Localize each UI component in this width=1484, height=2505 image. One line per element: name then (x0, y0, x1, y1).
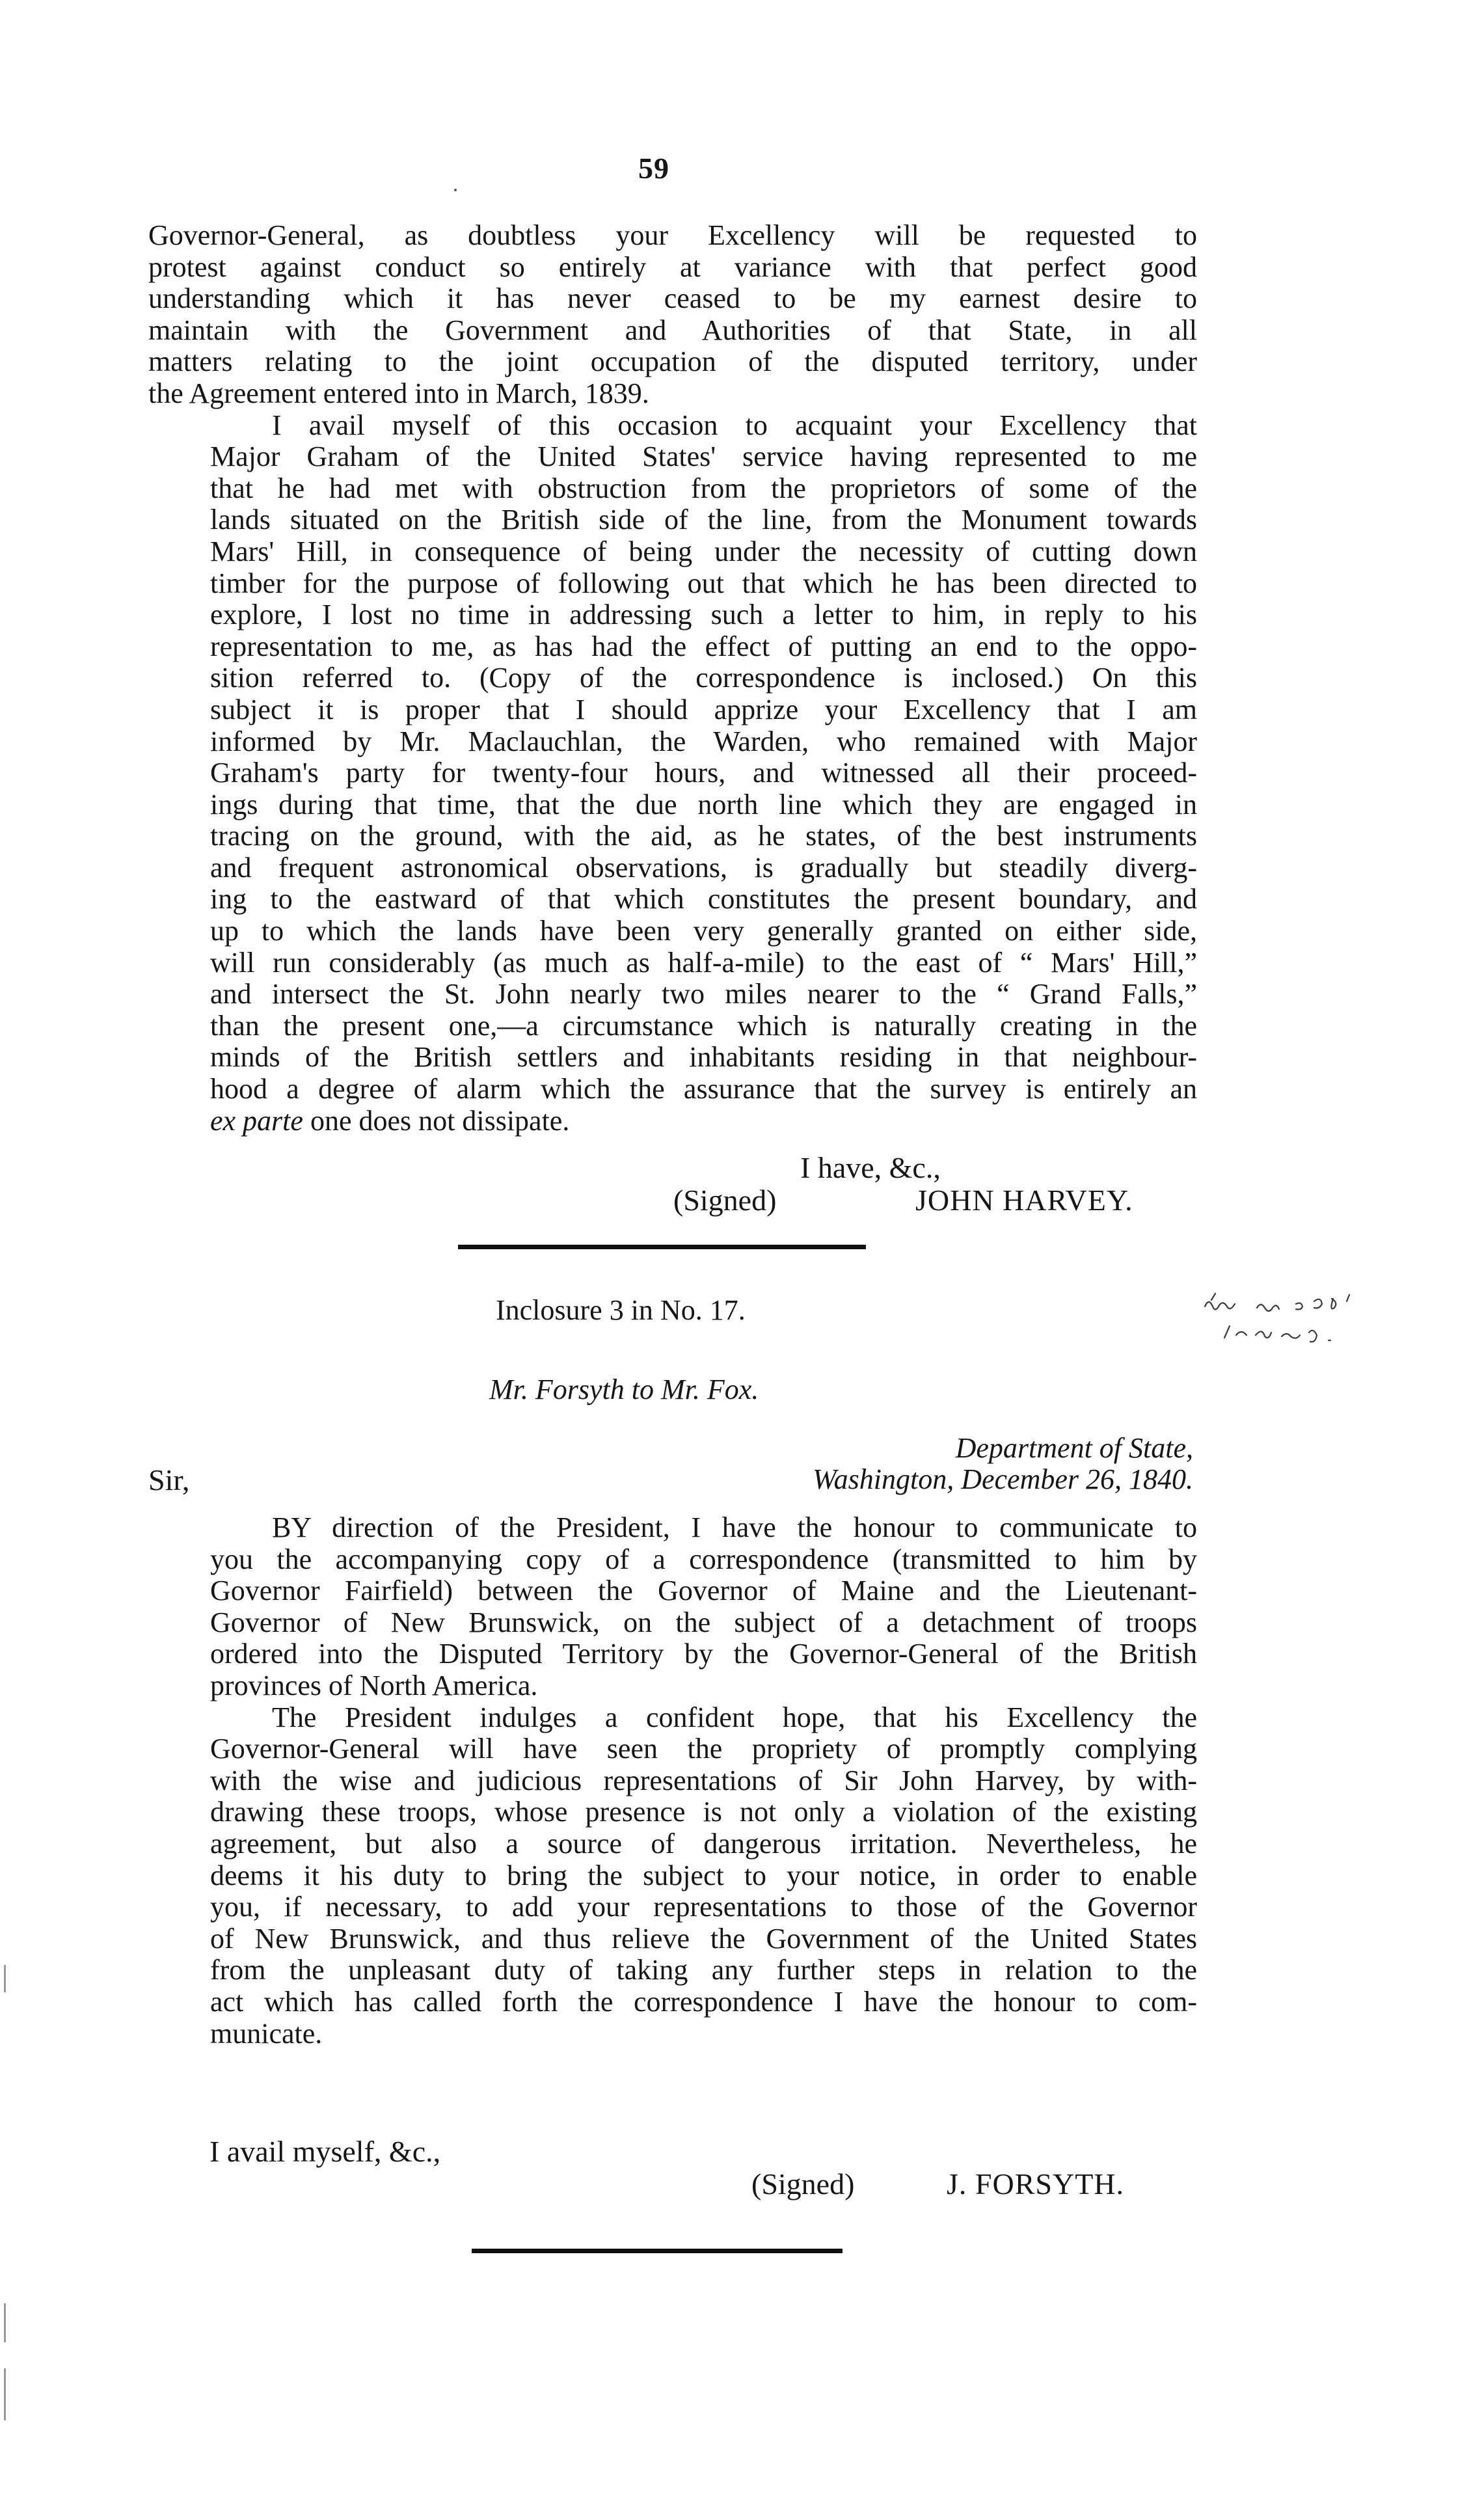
text-line: you, if necessary, to add your representations to those of the Governor (210, 1891, 1197, 1923)
end-divider (472, 2249, 843, 2253)
letter-1-signatory: JOHN HARVEY. (915, 1184, 1133, 1217)
letter-2-closing: I avail myself, &c., (209, 2135, 441, 2168)
text-line: timber for the purpose of following out that which he has been directed to (210, 567, 1197, 599)
text-line: protest against conduct so entirely at variance with that perfect good (148, 251, 1197, 283)
text-line: sition referred to. (Copy of the correspondence is inclosed.) On this (210, 662, 1197, 694)
text-line: provinces of North America. (210, 1669, 538, 1701)
text-line: hood a degree of alarm which the assurance that the survey is entirely an (210, 1073, 1197, 1105)
text-line: Graham's party for twenty-four hours, and witnessed all their proceed- (210, 757, 1197, 789)
text-line: municate. (210, 2017, 323, 2050)
text-line: Mars' Hill, in consequence of being under the necessity of cutting down (210, 535, 1197, 567)
text-line: Governor-General will have seen the propriety of promptly complying (210, 1733, 1197, 1765)
paragraph (148, 1702, 1197, 2050)
ink-speck (454, 189, 457, 191)
text-line: maintain with the Government and Authorities of that State, in all (148, 314, 1197, 346)
text-line: with the wise and judicious representations of Sir John Harvey, by with- (210, 1764, 1197, 1796)
text-line: informed by Mr. Maclauchlan, the Warden, who remained with Major (210, 725, 1197, 757)
letter-1-body (148, 220, 1197, 1137)
section-divider (458, 1245, 866, 1249)
scan-edge-mark (4, 1965, 6, 1992)
letter-1-closing: I have, &c., (800, 1151, 941, 1184)
text-line: than the present one,—a circumstance which is naturally creating in the (210, 1009, 1197, 1042)
text-line: and frequent astronomical observations, is gradually but steadily diverg- (210, 851, 1197, 884)
text-line: drawing these troops, whose presence is not only a violation of the existing (210, 1796, 1197, 1828)
scan-edge-mark (4, 2368, 6, 2420)
letter-2-body (148, 1512, 1197, 2050)
scan-edge-mark (4, 2303, 6, 2342)
text-line: from the unpleasant duty of taking any further steps in relation to the (210, 1954, 1197, 1986)
text-line: representation to me, as has had the effect of putting an end to the oppo- (210, 630, 1197, 662)
text-line: lands situated on the British side of the line, from the Monument towards (210, 504, 1197, 536)
text-line: will run considerably (as much as half-a-mile) to the east of “ Mars' Hill,” (210, 946, 1197, 979)
handwritten-margin-note (1198, 1280, 1413, 1359)
text-line: tracing on the ground, with the aid, as he states, of the best instruments (210, 820, 1197, 852)
text-line: ordered into the Disputed Territory by the Governor-General of the British (210, 1638, 1197, 1670)
letter-2-signatory: J. FORSYTH. (947, 2167, 1125, 2200)
dateline-department: Department of State, (955, 1432, 1193, 1464)
text-line: explore, I lost no time in addressing such a letter to him, in reply to his (210, 599, 1197, 631)
letter-2-signed-label: (Signed) (751, 2167, 855, 2200)
text-line: you the accompanying copy of a correspondence (transmitted to him by (210, 1543, 1197, 1575)
text-line: Major Graham of the United States' service having represented to me (210, 440, 1197, 473)
text-line: ing to the eastward of that which constitutes the present boundary, and (210, 883, 1197, 915)
inclosure-heading: Inclosure 3 in No. 17. (496, 1294, 746, 1326)
dateline-place-date: Washington, December 26, 1840. (813, 1463, 1193, 1495)
text-line: BY direction of the President, I have the honour to communicate to (272, 1511, 1197, 1543)
text-line: of New Brunswick, and thus relieve the Government of the United States (210, 1922, 1197, 1955)
paragraph (148, 220, 1197, 410)
text-line: The President indulges a confident hope, that his Excellency the (272, 1701, 1197, 1733)
page-number: 59 (638, 152, 669, 185)
text-line: understanding which it has never ceased to be my earnest desire to (148, 282, 1197, 315)
letter-1-signed-label: (Signed) (673, 1184, 777, 1217)
text-line: the Agreement entered into in March, 1839. (148, 377, 649, 409)
text-line: up to which the lands have been very generally granted on either side, (210, 915, 1197, 947)
text-line: Governor-General, as doubtless your Excellency will be requested to (148, 219, 1197, 251)
text-line: subject it is proper that I should apprize your Excellency that I am (210, 693, 1197, 725)
text-line: ex parte one does not dissipate. (210, 1104, 570, 1137)
paragraph (148, 1512, 1197, 1702)
text-line: matters relating to the joint occupation of the disputed territory, under (148, 345, 1197, 378)
text-line: Governor of New Brunswick, on the subject of a detachment of troops (210, 1606, 1197, 1638)
paragraph (148, 410, 1197, 1137)
text-line: minds of the British settlers and inhabitants residing in that neighbour- (210, 1041, 1197, 1074)
salutation: Sir, (148, 1463, 190, 1496)
text-line: ings during that time, that the due north line which they are engaged in (210, 788, 1197, 820)
text-line: agreement, but also a source of dangerous irritation. Nevertheless, he (210, 1827, 1197, 1860)
text-line: I avail myself of this occasion to acquaint your Excellency that (272, 409, 1197, 441)
text-line: act which has called forth the correspondence I have the honour to com- (210, 1985, 1197, 2018)
text-line: Governor Fairfield) between the Governor of Maine and the Lieutenant- (210, 1575, 1197, 1607)
text-line: and intersect the St. John nearly two miles nearer to the “ Grand Falls,” (210, 978, 1197, 1010)
text-line: that he had met with obstruction from the proprietors of some of the (210, 472, 1197, 504)
text-line: deems it his duty to bring the subject to your notice, in order to enable (210, 1859, 1197, 1891)
letter-2-title: Mr. Forsyth to Mr. Fox. (489, 1374, 759, 1405)
